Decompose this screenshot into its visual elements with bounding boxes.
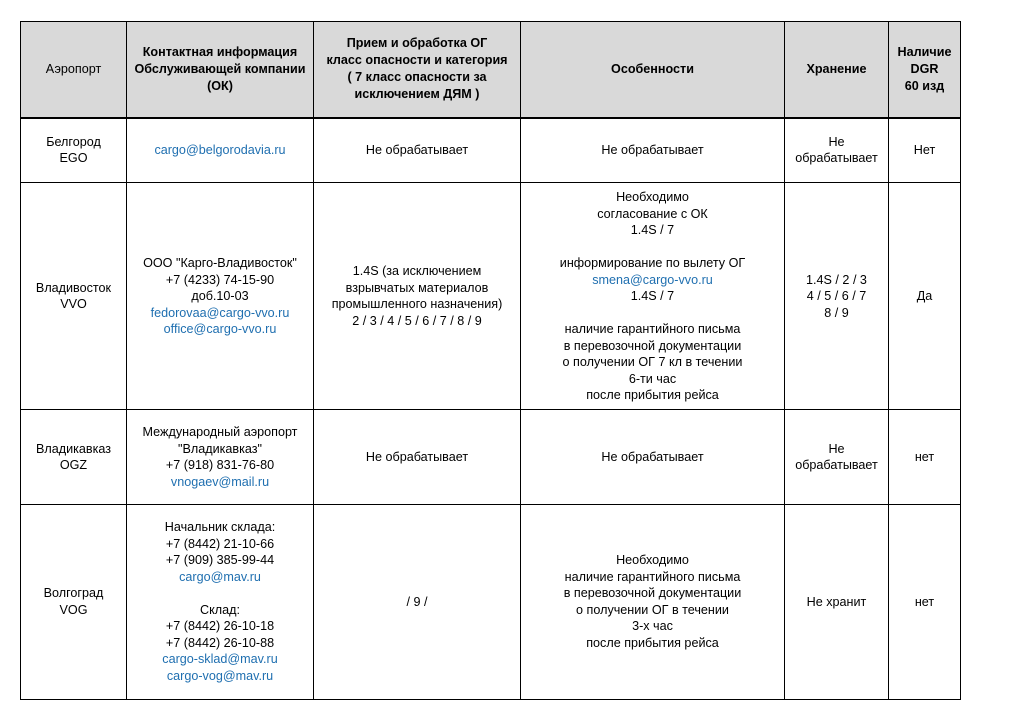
text-line: 2 / 3 / 4 / 5 / 6 / 7 / 8 / 9 bbox=[352, 313, 482, 328]
cell-airport bbox=[21, 118, 127, 183]
text-line: наличие гарантийного письма bbox=[564, 569, 741, 584]
blank-line bbox=[130, 585, 310, 602]
text-line: Владикавказ bbox=[35, 441, 112, 456]
text-line: +7 (4233) 74-15-90 bbox=[165, 272, 275, 287]
cell-contact bbox=[127, 118, 314, 183]
text-line: VVO bbox=[60, 297, 87, 312]
text-line: +7 (8442) 26-10-88 bbox=[165, 635, 275, 650]
text-line: ( 7 класс опасности за bbox=[347, 70, 487, 85]
text-line: Необходимо bbox=[616, 190, 689, 205]
dangerous-goods-table bbox=[20, 21, 961, 700]
cell-storage bbox=[785, 118, 889, 183]
text-line: после прибытия рейса bbox=[586, 635, 719, 650]
text-line: Не обрабатывает bbox=[365, 143, 469, 158]
cell-airport bbox=[21, 183, 127, 410]
header-dgr60 bbox=[889, 22, 961, 118]
cell-dgr-class bbox=[314, 183, 521, 410]
text-line: в перевозочной документации bbox=[563, 338, 742, 353]
text-line: Не обрабатывает bbox=[601, 449, 704, 464]
text-line: 1.4S / 2 / 3 bbox=[806, 272, 867, 287]
cell-dgr60: нет bbox=[889, 410, 961, 504]
cell-storage bbox=[785, 410, 889, 504]
text-line: исключением ДЯМ ) bbox=[354, 87, 480, 102]
cell-dgr-class bbox=[314, 118, 521, 183]
text-line: Владивосток bbox=[35, 280, 112, 295]
cell-contact bbox=[127, 410, 314, 504]
cell-features bbox=[521, 183, 785, 410]
table-row bbox=[21, 410, 961, 504]
text-line: информирование по вылету ОГ bbox=[559, 256, 746, 271]
email-address: cargo-sklad@mav.ru bbox=[162, 652, 278, 667]
text-line: наличие гарантийного письма bbox=[564, 322, 741, 337]
cell-storage bbox=[785, 183, 889, 410]
text-line: "Владикавказ" bbox=[178, 441, 262, 456]
header-contact bbox=[127, 22, 314, 118]
cell-contact bbox=[127, 504, 314, 699]
cell-features bbox=[521, 410, 785, 504]
text-line: Наличие bbox=[897, 44, 952, 59]
email-address: smena@cargo-vvo.ru bbox=[592, 272, 713, 287]
cell-airport bbox=[21, 410, 127, 504]
text-line: VOG bbox=[59, 602, 88, 617]
cell-dgr60: Нет bbox=[889, 118, 961, 183]
text-line: OGZ bbox=[59, 458, 88, 473]
text-line: Не обрабатывает bbox=[601, 143, 704, 158]
text-line: 6-ти час bbox=[628, 371, 677, 386]
text-line: +7 (909) 385-99-44 bbox=[165, 553, 275, 568]
text-line: Начальник склада: bbox=[164, 520, 276, 535]
blank-line bbox=[524, 239, 781, 256]
header-storage: Хранение bbox=[785, 22, 889, 118]
email-address: cargo-vog@mav.ru bbox=[166, 668, 274, 683]
text-line: DGR bbox=[910, 61, 939, 76]
text-line: Обслуживающей компании bbox=[134, 61, 306, 76]
text-line: Не bbox=[828, 134, 845, 149]
cell-airport bbox=[21, 504, 127, 699]
header-airport: Аэропорт bbox=[21, 22, 127, 118]
text-line: Волгоград bbox=[43, 586, 104, 601]
text-line: Международный аэропорт bbox=[142, 425, 298, 440]
text-line: промышленного назначения) bbox=[331, 297, 503, 312]
text-line: о получении ОГ в течении bbox=[576, 602, 729, 617]
table-row bbox=[21, 118, 961, 183]
blank-line bbox=[524, 305, 781, 322]
text-line: +7 (8442) 26-10-18 bbox=[165, 619, 275, 634]
text-line: доб.10-03 bbox=[191, 289, 249, 304]
header-row bbox=[21, 22, 961, 118]
text-line: Прием и обработка ОГ bbox=[346, 36, 488, 51]
text-line: +7 (8442) 21-10-66 bbox=[165, 536, 275, 551]
email-address: cargo@belgorodavia.ru bbox=[154, 143, 286, 158]
text-line: 60 изд bbox=[904, 78, 945, 93]
text-line: EGO bbox=[59, 151, 88, 166]
text-line: Необходимо bbox=[616, 553, 689, 568]
text-line: класс опасности и категория bbox=[326, 53, 508, 68]
text-line: 1.4S / 7 bbox=[630, 223, 675, 238]
cell-dgr60: нет bbox=[889, 504, 961, 699]
text-line: / 9 / bbox=[406, 594, 428, 609]
table-row bbox=[21, 183, 961, 410]
text-line: Склад: bbox=[200, 602, 240, 617]
text-line: Не bbox=[828, 441, 845, 456]
table-row bbox=[21, 504, 961, 699]
text-line: 1.4S / 7 bbox=[630, 289, 675, 304]
text-line: согласование с ОК bbox=[597, 206, 708, 221]
email-address: office@cargo-vvo.ru bbox=[163, 322, 277, 337]
cell-dgr60: Да bbox=[889, 183, 961, 410]
text-line: Не хранит bbox=[806, 594, 867, 609]
text-line: обрабатывает bbox=[795, 458, 878, 473]
text-line: ООО "Карго-Владивосток" bbox=[143, 256, 297, 271]
text-line: Белгород bbox=[46, 134, 101, 149]
cell-features bbox=[521, 504, 785, 699]
text-line: 4 / 5 / 6 / 7 bbox=[806, 289, 867, 304]
cell-contact bbox=[127, 183, 314, 410]
text-line: 8 / 9 bbox=[824, 305, 849, 320]
text-line: в перевозочной документации bbox=[563, 586, 742, 601]
text-line: взрывчатых материалов bbox=[345, 280, 489, 295]
email-address: vnogaev@mail.ru bbox=[170, 474, 270, 489]
cell-storage bbox=[785, 504, 889, 699]
text-line: Контактная информация bbox=[142, 44, 298, 59]
text-line: о получении ОГ 7 кл в течении bbox=[562, 355, 743, 370]
cell-features bbox=[521, 118, 785, 183]
text-line: 1.4S (за исключением bbox=[352, 264, 482, 279]
text-line: обрабатывает bbox=[795, 151, 878, 166]
cell-dgr-class bbox=[314, 504, 521, 699]
text-line: +7 (918) 831-76-80 bbox=[165, 458, 275, 473]
cell-dgr-class bbox=[314, 410, 521, 504]
text-line: (ОК) bbox=[207, 78, 233, 93]
email-address: fedorovaa@cargo-vvo.ru bbox=[150, 305, 290, 320]
text-line: 3-х час bbox=[632, 619, 673, 634]
header-dgr-class bbox=[314, 22, 521, 118]
header-features: Особенности bbox=[521, 22, 785, 118]
text-line: после прибытия рейса bbox=[586, 388, 719, 403]
text-line: Не обрабатывает bbox=[365, 449, 469, 464]
email-address: cargo@mav.ru bbox=[179, 569, 261, 584]
